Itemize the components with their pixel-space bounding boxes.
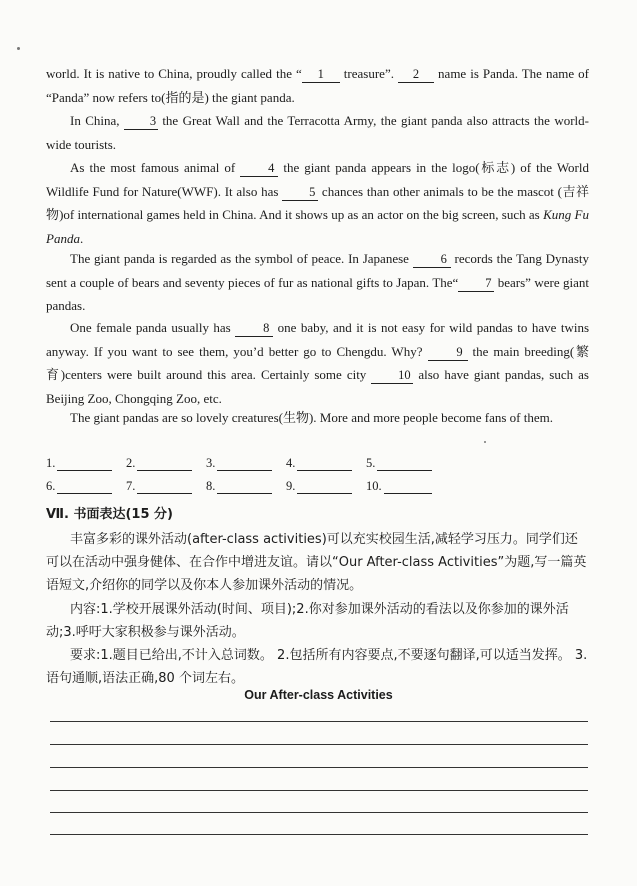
- blank-5[interactable]: 5: [282, 185, 318, 201]
- answer-row-2: [46, 478, 466, 494]
- answer-field-2[interactable]: [137, 457, 192, 471]
- writing-intro: 丰富多彩的课外活动(after-class activities)可以充实校园生活,减轻学习压力。同学们还可以在活动中强身健体、在合作中增进友谊。请以“Our After-class Activities”为题,写一篇英语短文,介绍你的同学以及你本人参加课外活动的情况。: [46, 532, 587, 593]
- passage-paragraph-0: world. It is native to China, proudly called the “ 1 treasure”. 2 name is Panda. The name of “Panda” now refers to(指的是) the giant panda.: [46, 66, 589, 105]
- answer-field-9[interactable]: [297, 480, 352, 494]
- answer-field-1[interactable]: [57, 457, 112, 471]
- essay-title: Our After-class Activities: [244, 688, 393, 702]
- writing-line[interactable]: [50, 744, 588, 745]
- answer-field-3[interactable]: [217, 457, 272, 471]
- blank-7[interactable]: 7: [458, 276, 494, 292]
- passage-paragraph-2: As the most famous animal of 4 the giant panda appears in the logo(标志) of the World Wildlife Fund for Nature(WWF). It also has 5 chances than other animals to be the mascot (吉祥物)of international games held in China. And it shows up as an actor on the big screen, such as Kung Fu Panda.: [46, 160, 589, 246]
- writing-content: 内容:1.学校开展课外活动(时间、项目);2.你对参加课外活动的看法以及你参加的课外活动;3.呼吁大家积极参与课外活动。: [46, 602, 569, 640]
- blank-1[interactable]: 1: [302, 67, 340, 83]
- passage-paragraph-5: The giant pandas are so lovely creatures(生物). More and more people become fans of them.: [70, 410, 553, 425]
- answer-field-8[interactable]: [217, 480, 272, 494]
- writing-requirements: 要求:1.题目已给出,不计入总词数。 2.包括所有内容要点,不要逐句翻译,可以适当发挥。 3.语句通顺,语法正确,80 个词左右。: [46, 648, 588, 686]
- blank-3[interactable]: 3: [124, 114, 158, 130]
- blank-9[interactable]: 9: [428, 345, 468, 361]
- writing-line[interactable]: [50, 767, 588, 768]
- answer-item: 9.: [286, 478, 366, 494]
- passage-paragraph-3: The giant panda is regarded as the symbol of peace. In Japanese 6 records the Tang Dynasty sent a couple of bears and seventy pieces of fur as national gifts to Japan. The“ 7 bears” were giant pandas.: [46, 251, 590, 313]
- answer-field-4[interactable]: [297, 457, 352, 471]
- writing-line[interactable]: [50, 721, 588, 722]
- answer-item: 1.: [46, 455, 126, 471]
- section-heading: Ⅶ. 书面表达(15 分): [46, 507, 173, 522]
- blank-2[interactable]: 2: [398, 67, 434, 83]
- answer-item: 8.: [206, 478, 286, 494]
- writing-line[interactable]: [50, 834, 588, 835]
- answer-field-10[interactable]: [384, 480, 432, 494]
- answer-item: 3.: [206, 455, 286, 471]
- answer-item: 10.: [366, 478, 446, 494]
- passage-paragraph-4: One female panda usually has 8 one baby, and it is not easy for wild pandas to have twins anyway. If you want to see them, you’d better go to Chengdu. Why? 9 the main breeding(繁育)centers were built around this area. Certainly some city 10 also have giant pandas, such as Beijing Zoo, Chongqing Zoo, etc.: [46, 320, 590, 406]
- blank-10[interactable]: 10: [371, 368, 413, 384]
- scan-speck: [484, 441, 486, 443]
- answer-item: 7.: [126, 478, 206, 494]
- answer-item: 4.: [286, 455, 366, 471]
- writing-line[interactable]: [50, 790, 588, 791]
- answer-row-1: [46, 455, 466, 471]
- answer-item: 6.: [46, 478, 126, 494]
- answer-field-5[interactable]: [377, 457, 432, 471]
- answer-field-6[interactable]: [57, 480, 112, 494]
- answer-item: 2.: [126, 455, 206, 471]
- answer-item: 5.: [366, 455, 446, 471]
- blank-8[interactable]: 8: [235, 321, 273, 337]
- answer-field-7[interactable]: [137, 480, 192, 494]
- scan-speck: [17, 47, 20, 50]
- blank-6[interactable]: 6: [413, 252, 451, 268]
- writing-line[interactable]: [50, 812, 588, 813]
- passage-paragraph-1: In China, 3 the Great Wall and the Terracotta Army, the giant panda also attracts the world-wide tourists.: [46, 113, 589, 152]
- movie-title: Kung Fu Panda: [46, 207, 589, 246]
- blank-4[interactable]: 4: [240, 161, 278, 177]
